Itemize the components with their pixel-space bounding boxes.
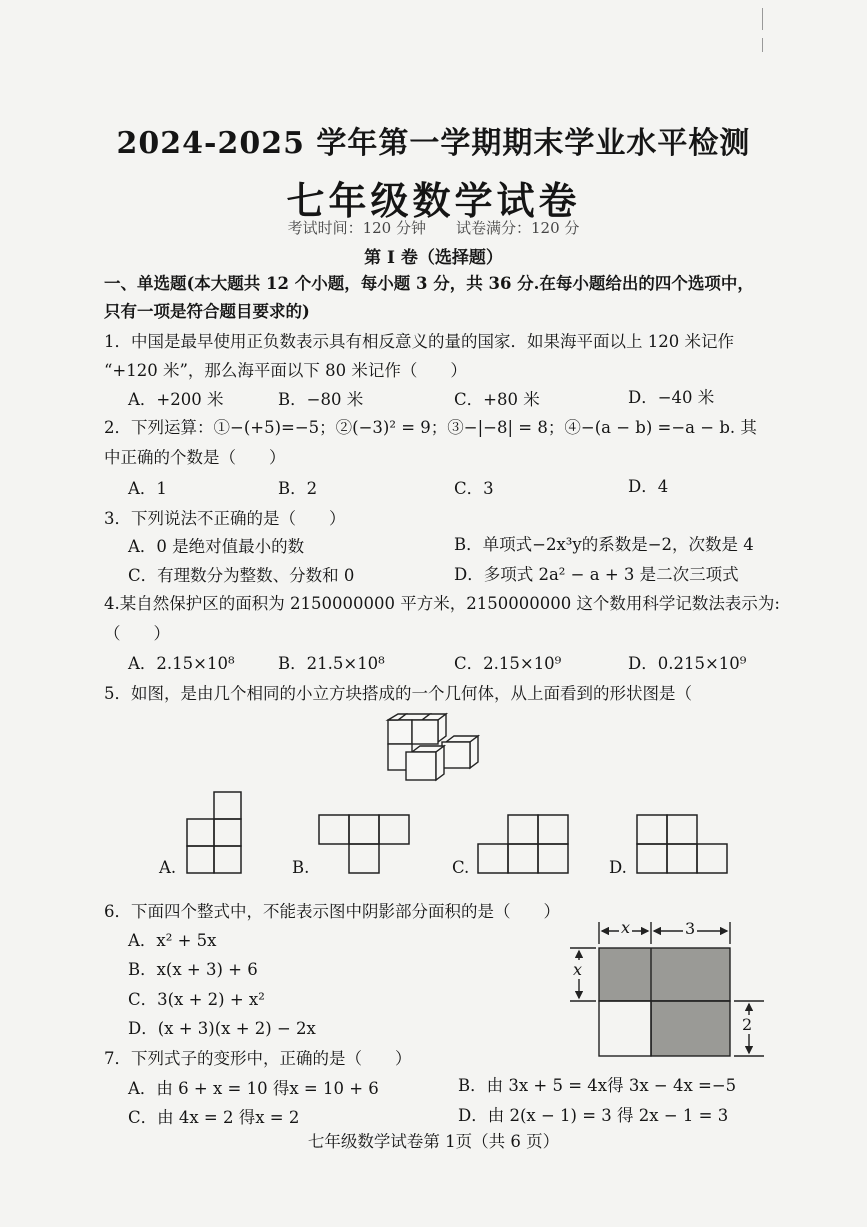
q3-option-d: D．多项式 2a² − a + 3 是二次三项式 [454,565,739,584]
part-heading: 第 I 卷（选择题） [364,248,503,268]
q6-option-a: A．x² + 5x [128,931,217,950]
q5-cube-figure [386,712,481,782]
q4-stem-line1: 4.某自然保护区的面积为 2150000000 平方米，2150000000 这个数用科学记数法表示为: [104,594,780,613]
q7-option-d: D．由 2(x − 1) = 3 得 2x − 1 = 3 [458,1106,729,1125]
q6-option-b: B．x(x + 3) + 6 [128,960,258,979]
q1-stem-line1: 1．中国是最早使用正负数表示具有相反意义的量的国家．如果海平面以上 120 米记作 [104,332,734,351]
q6-label-left-x: x [573,960,583,979]
q2-option-c: C．3 [454,479,494,498]
q7-option-a: A．由 6 + x = 10 得x = 10 + 6 [128,1079,379,1098]
q5-stem: 5．如图，是由几个相同的小立方块搭成的一个几何体，从上面看到的形状图是（ [104,684,692,703]
q5-option-b-figure [318,814,410,874]
q3-stem: 3．下列说法不正确的是（ ） [104,509,346,528]
q4-stem-line2: （ ） [104,624,170,643]
q1-stem-line2: “+120 米”，那么海平面以下 80 米记作（ ） [104,361,467,380]
q1-option-a: A．+200 米 [128,390,224,409]
q7-option-b: B．由 3x + 5 = 4x得 3x − 4x =−5 [458,1076,737,1095]
q4-option-d: D．0.215×10⁹ [628,654,747,673]
q6-option-d: D．(x + 3)(x + 2) − 2x [128,1019,316,1038]
q6-stem: 6．下面四个整式中，不能表示图中阴影部分面积的是（ ） [104,902,560,921]
scan-mark [762,38,763,52]
q6-label-top-3: 3 [685,919,696,938]
q2-option-d: D．4 [628,477,669,496]
q6-option-c: C．3(x + 2) + x² [128,990,265,1009]
q2-option-a: A．1 [128,479,167,498]
q4-option-a: A．2.15×10⁸ [128,654,235,673]
exam-title: 2024-2025 学年第一学期期末学业水平检测 [116,126,751,161]
q5-option-d-label: D. [609,858,627,877]
q6-area-figure [566,918,766,1060]
q5-option-c-label: C. [452,858,470,877]
q3-option-c: C．有理数分为整数、分数和 0 [128,566,355,585]
scan-mark [762,8,763,30]
q5-option-d-figure [636,814,728,874]
q7-stem: 7．下列式子的变形中，正确的是（ ） [104,1049,412,1068]
section-instructions-line2: 只有一项是符合题目要求的) [104,302,310,321]
q3-option-b: B．单项式−2x³y的系数是−2，次数是 4 [454,535,754,554]
q5-option-a-label: A. [159,858,177,877]
q4-option-b: B．21.5×10⁸ [278,654,385,673]
q7-option-c: C．由 4x = 2 得x = 2 [128,1108,300,1127]
q6-label-right-2: 2 [742,1015,753,1034]
exam-subtitle: 七年级数学试卷 [286,178,581,223]
page-footer: 七年级数学试卷第 1页（共 6 页） [307,1132,560,1151]
q1-option-d: D．−40 米 [628,388,715,407]
q5-option-a-figure [186,792,242,874]
q1-option-c: C．+80 米 [454,390,540,409]
q5-option-c-figure [477,814,569,874]
q6-label-top-x: x [621,918,631,937]
q2-stem-line2: 中正确的个数是（ ） [104,448,286,467]
q2-stem-line1: 2．下列运算：①−(+5)=−5；②(−3)² = 9；③−|−8| = 8；④−(a − b) =−a − b. 其 [104,418,757,437]
q3-option-a: A．0 是绝对值最小的数 [128,537,305,556]
section-instructions-line1: 一、单选题(本大题共 12 个小题，每小题 3 分，共 36 分.在每小题给出的四个选项中， [104,274,754,293]
q5-option-b-label: B. [292,858,310,877]
q4-option-c: C．2.15×10⁹ [454,654,562,673]
exam-info: 考试时间：120 分钟 试卷满分：120 分 [287,219,580,237]
q2-option-b: B．2 [278,479,318,498]
q1-option-b: B．−80 米 [278,390,364,409]
